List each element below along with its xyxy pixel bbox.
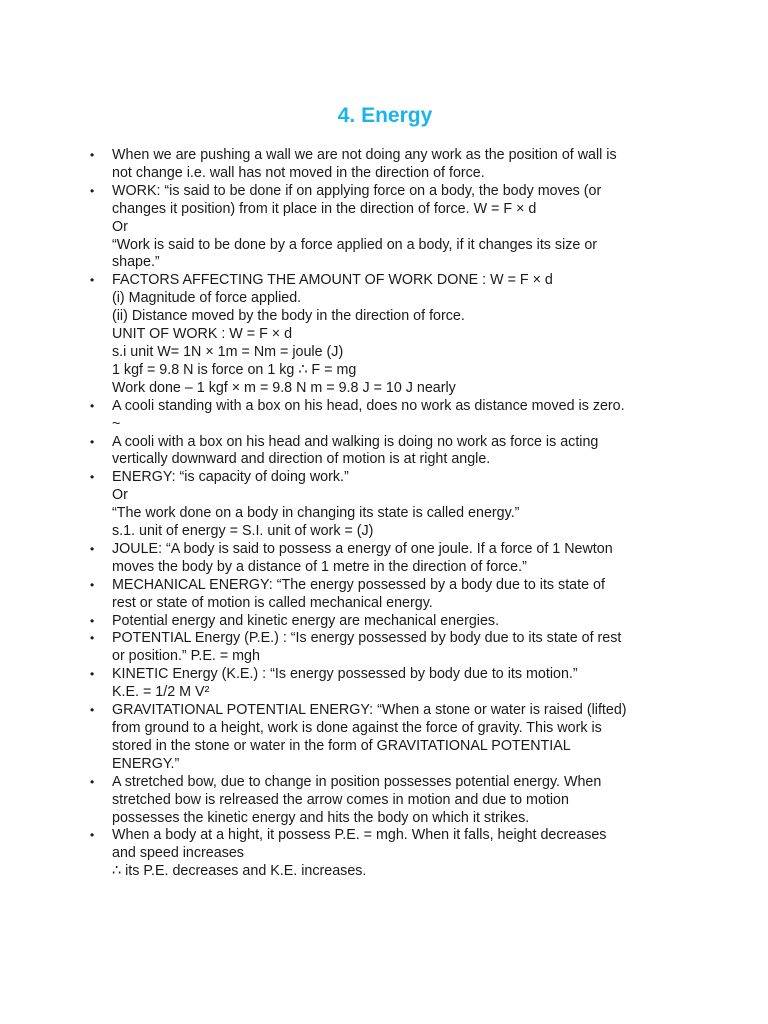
list-item — [90, 702, 660, 774]
text-line: KINETIC Energy (K.E.) : “Is energy possessed by body due to its motion.” — [112, 666, 578, 683]
text-line: ∴ its P.E. decreases and K.E. increases. — [112, 863, 367, 880]
bullet-icon: • — [90, 183, 95, 198]
list-item — [90, 630, 660, 666]
text-line: and speed increases — [112, 845, 244, 862]
text-line: “The work done on a body in changing its state is called energy.” — [112, 505, 520, 522]
text-line: When a body at a hight, it possess P.E. = mgh. When it falls, height decreases — [112, 827, 607, 844]
list-item — [90, 469, 660, 541]
bullet-icon: • — [90, 774, 95, 789]
text-line: ENERGY: “is capacity of doing work.” — [112, 469, 349, 486]
text-line: stored in the stone or water in the form of GRAVITATIONAL POTENTIAL — [112, 737, 571, 754]
text-line: WORK: “is said to be done if on applying force on a body, the body moves (or — [112, 182, 602, 199]
list-item — [90, 182, 660, 273]
text-line: rest or state of motion is called mechanical energy. — [112, 594, 433, 611]
text-line: A cooli standing with a box on his head, does no work as distance moved is zero. — [112, 397, 625, 414]
text-line: FACTORS AFFECTING THE AMOUNT OF WORK DONE : W = F × d — [112, 272, 553, 289]
bullet-icon: • — [90, 398, 95, 413]
bullet-icon: • — [90, 470, 95, 485]
bullet-icon: • — [90, 434, 95, 449]
text-line: MECHANICAL ENERGY: “The energy possessed by a body due to its state of — [112, 576, 605, 593]
list-item — [90, 433, 660, 470]
list-item — [90, 612, 660, 631]
text-line: (ii) Distance moved by the body in the direction of force. — [112, 308, 465, 325]
text-line: 1 kgf = 9.8 N is force on 1 kg ∴ F = mg — [112, 361, 357, 378]
list-item — [90, 272, 660, 397]
text-line: ENERGY.” — [112, 755, 180, 772]
text-line: “Work is said to be done by a force applied on a body, if it changes its size or — [112, 236, 598, 253]
text-line: ~ — [112, 415, 121, 432]
bullet-list — [90, 147, 660, 881]
text-line: Or — [112, 218, 128, 235]
bullet-icon: • — [90, 613, 95, 628]
text-line: UNIT OF WORK : W = F × d — [112, 326, 293, 343]
text-line: K.E. = 1/2 M V² — [112, 684, 210, 701]
text-line: s.1. unit of energy = S.I. unit of work = (J) — [112, 523, 374, 540]
bullet-icon: • — [90, 667, 95, 682]
list-item — [90, 540, 660, 577]
text-line: (i) Magnitude of force applied. — [112, 290, 302, 307]
text-line: A stretched bow, due to change in position possesses potential energy. When — [112, 773, 602, 790]
list-item — [90, 666, 660, 702]
list-item — [90, 397, 660, 434]
text-line: GRAVITATIONAL POTENTIAL ENERGY: “When a stone or water is raised (lifted) — [112, 702, 627, 719]
text-line: stretched bow is relreased the arrow comes in motion and due to motion — [112, 791, 569, 808]
text-line: When we are pushing a wall we are not doing any work as the position of wall is — [112, 147, 617, 163]
bullet-icon: • — [90, 703, 95, 718]
text-line: shape.” — [112, 254, 160, 271]
bullet-icon: • — [90, 148, 95, 162]
text-line: vertically downward and direction of motion is at right angle. — [112, 451, 491, 468]
list-item — [90, 147, 660, 183]
list-item — [90, 576, 660, 613]
text-line: JOULE: “A body is said to possess a energy of one joule. If a force of 1 Newton — [112, 540, 613, 557]
text-line: moves the body by a distance of 1 metre in the direction of force.” — [112, 558, 527, 575]
bullet-icon: • — [90, 631, 95, 646]
text-line: A cooli with a box on his head and walking is doing no work as force is acting — [112, 433, 599, 450]
text-line: possesses the kinetic energy and hits the body on which it strikes. — [112, 809, 530, 826]
text-line: POTENTIAL Energy (P.E.) : “Is energy possessed by body due to its state of rest — [112, 630, 622, 647]
text-line: from ground to a height, work is done against the force of gravity. This work is — [112, 720, 602, 736]
bullet-icon: • — [90, 541, 95, 556]
text-line: Or — [112, 487, 128, 504]
bullet-icon: • — [90, 828, 95, 843]
bullet-icon: • — [90, 577, 95, 592]
text-line: changes it position) from it place in the direction of force. W = F × d — [112, 200, 537, 217]
text-line: not change i.e. wall has not moved in the direction of force. — [112, 164, 485, 181]
page-title: 4. Energy — [337, 104, 433, 127]
text-line: Potential energy and kinetic energy are mechanical energies. — [112, 612, 500, 629]
text-line: s.i unit W= 1N × 1m = Nm = joule (J) — [112, 343, 344, 360]
text-line: Work done – 1 kgf × m = 9.8 N m = 9.8 J = 10 J nearly — [112, 379, 456, 396]
list-item — [90, 827, 660, 881]
bullet-icon: • — [90, 273, 95, 288]
list-item — [90, 773, 660, 828]
text-line: or position.” P.E. = mgh — [112, 648, 260, 665]
